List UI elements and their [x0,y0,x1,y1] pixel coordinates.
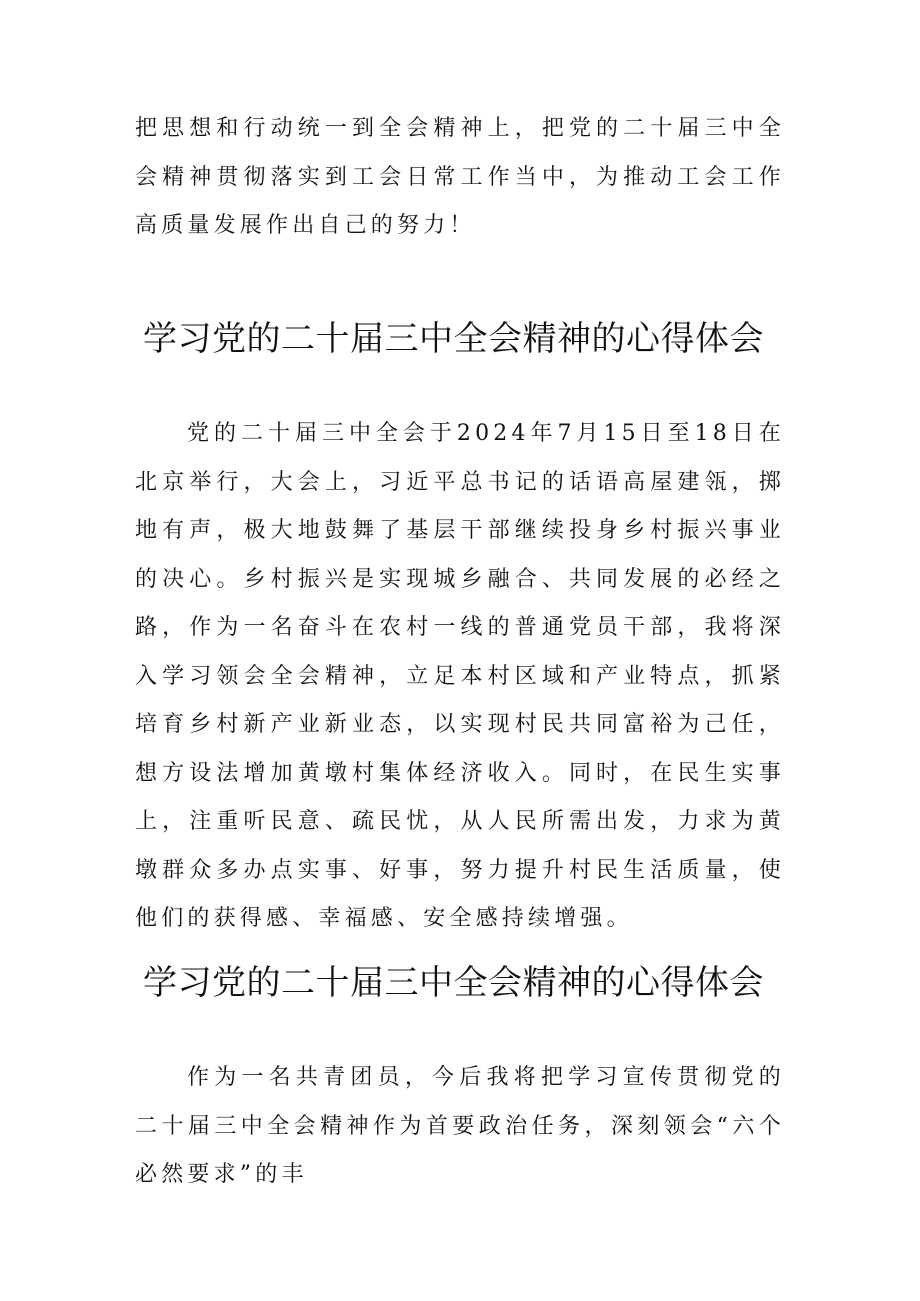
section-heading-1: 学习党的二十届三中全会精神的心得体会 [143,319,764,359]
section-heading-2: 学习党的二十届三中全会精神的心得体会 [143,963,764,1003]
paragraph-continuation: 把思想和行动统一到全会精神上，把党的二十届三中全会精神贯彻落实到工会日常工作当中，为推动工会工作高质量发展作出自己的努力！ [135,116,785,238]
section-body-2: 作为一名共青团员，今后我将把学习宣传贯彻党的二十届三中全会精神作为首要政治任务，深刻领会“六个必然要求”的丰 [135,1065,785,1187]
section-body-1: 党的二十届三中全会于2024年7月15日至18日在北京举行，大会上，习近平总书记的话语高屋建瓴，掷地有声，极大地鼓舞了基层干部继续投身乡村振兴事业的决心。乡村振兴是实现城乡融合、共同发展的必经之路，作为一名奋斗在农村一线的普通党员干部，我将深入学习领会全会精神，立足本村区域和产业特点，抓紧培育乡村新产业新业态，以实现村民共同富裕为己任，想方设法增加黄墩村集体经济收入。同时，在民生实事上，注重听民意、疏民忧，从人民所需出发，力求为黄墩群众多办点实事、好事，努力提升村民生活质量，使他们的获得感、幸福感、安全感持续增强。 [135,421,785,931]
